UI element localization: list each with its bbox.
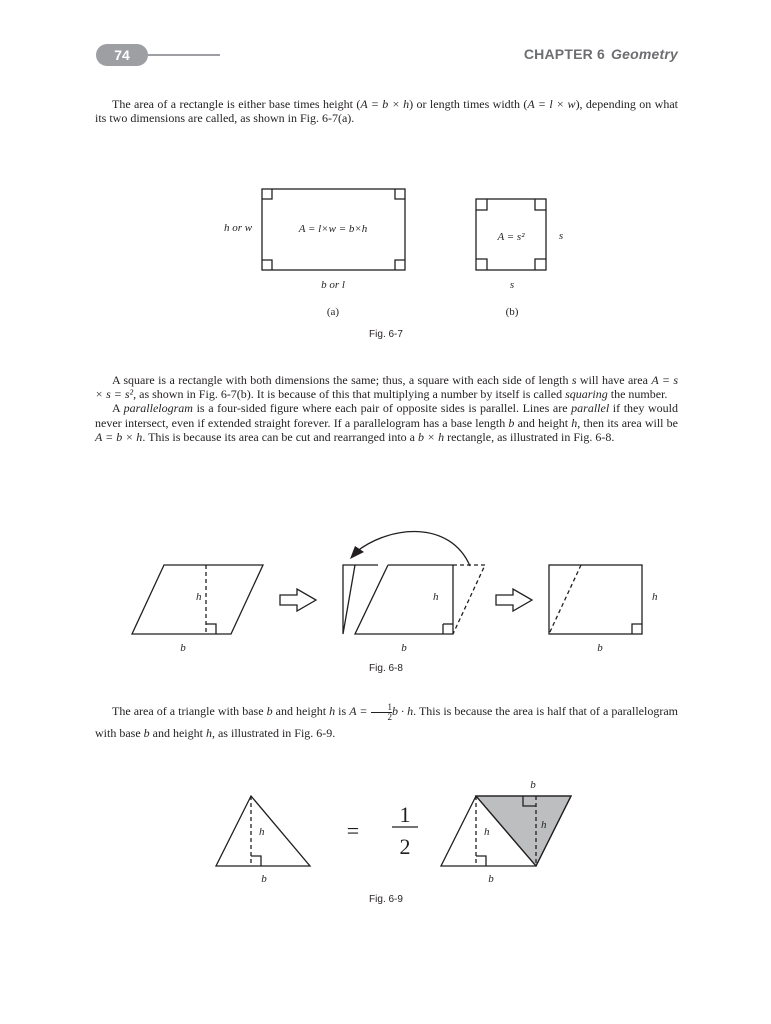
variable: s <box>571 373 577 387</box>
text: if they would never intersect, even if extended straight forever. If a parallelogram has a base length <box>95 401 678 430</box>
cut-triangle-shape <box>343 565 355 634</box>
formula: b · h <box>392 704 414 718</box>
result-rectangle-shape <box>549 565 642 634</box>
square-area-label: A = s² <box>497 231 525 243</box>
text: the number. <box>607 387 668 402</box>
fraction-numerator: 1 <box>371 703 393 713</box>
rect-bottom-label: b or l <box>321 279 345 291</box>
text: A <box>112 401 124 416</box>
fig69-caption: Fig. 6-9 <box>369 894 403 905</box>
paragraph-square-parallelogram <box>95 373 678 444</box>
square-bottom-label: s <box>509 279 515 291</box>
text: will have area <box>576 373 652 387</box>
fig67-caption: Fig. 6-7 <box>369 329 403 340</box>
text: The area of a triangle with base <box>112 704 267 718</box>
height-label: h <box>196 591 202 603</box>
fig68-caption: Fig. 6-8 <box>369 663 403 674</box>
term: squaring <box>565 387 608 402</box>
term: parallelogram <box>123 401 193 416</box>
text: is a four-sided figure where each pair of opposite sides is parallel. Lines are <box>192 401 572 416</box>
height-label: h <box>259 826 265 838</box>
text: A square is a rectangle with both dimensions the same; thus, a square with each side of length <box>112 373 572 387</box>
height-label: h <box>652 591 658 603</box>
text: rectangle, as illustrated in Fig. 6-8. <box>444 429 615 444</box>
formula: b × h <box>417 429 445 444</box>
chapter-number: CHAPTER 6 <box>523 46 606 62</box>
curved-arrow <box>356 532 470 566</box>
formula: A = b × h <box>95 429 143 444</box>
text: is <box>335 704 350 718</box>
text: . This is because the area is half that of a parallelogram with base <box>95 704 678 740</box>
fig67-sub-b: (b) <box>505 306 519 318</box>
fraction-denominator: 2 <box>399 834 411 859</box>
text: , as illustrated in Fig. 6-9. <box>211 726 336 740</box>
paragraph-triangle-area <box>95 700 678 744</box>
rect-area-label: A = l×w = b×h <box>298 223 368 235</box>
right-arrow-icon <box>280 589 316 611</box>
text: and height <box>272 704 330 718</box>
formula: A = <box>349 704 371 718</box>
base-label: b <box>180 642 186 654</box>
term: parallel <box>571 401 610 416</box>
rect-left-label: h or w <box>223 222 253 234</box>
variable: b <box>508 415 515 430</box>
fraction <box>371 703 393 722</box>
text: The area of a rectangle is either base times height ( <box>112 97 361 111</box>
fraction-denominator: 2 <box>387 711 392 722</box>
base-label: b <box>597 642 603 654</box>
base-label: b <box>401 642 407 654</box>
variable: h <box>205 726 212 740</box>
base-label: b <box>261 873 267 885</box>
equals-sign: = <box>346 818 360 843</box>
square-side-label: s <box>558 230 564 242</box>
chapter-title: Geometry <box>611 46 678 62</box>
height-label: h <box>541 819 547 831</box>
text: . This is because its area can be cut and rearranged into a <box>142 429 418 444</box>
text: ), depending on what its two dimensions are called, as shown in Fig. 6-7(a). <box>95 97 679 126</box>
text: , then its area will be <box>577 415 679 430</box>
height-label: h <box>484 826 490 838</box>
base-label: b <box>530 779 536 791</box>
formula: A = l × w <box>527 97 576 111</box>
variable: h <box>571 415 578 430</box>
text: and height <box>149 726 206 740</box>
fraction-numerator: 1 <box>399 802 411 827</box>
text: and height <box>514 415 572 430</box>
right-arrow-icon <box>496 589 532 611</box>
formula: A = b × h <box>360 97 410 111</box>
page-number: 74 <box>96 44 148 66</box>
base-label: b <box>488 873 494 885</box>
variable: b <box>266 704 273 718</box>
text: , as shown in Fig. 6-7(b). It is because of this that multiplying a number by itself is called <box>133 387 566 402</box>
fig67-sub-a: (a) <box>326 306 340 318</box>
height-label: h <box>433 591 439 603</box>
text: ) or length times width ( <box>409 97 528 111</box>
variable: b <box>143 726 150 740</box>
formula: A = s × s = s² <box>95 373 678 402</box>
variable: h <box>329 704 336 718</box>
